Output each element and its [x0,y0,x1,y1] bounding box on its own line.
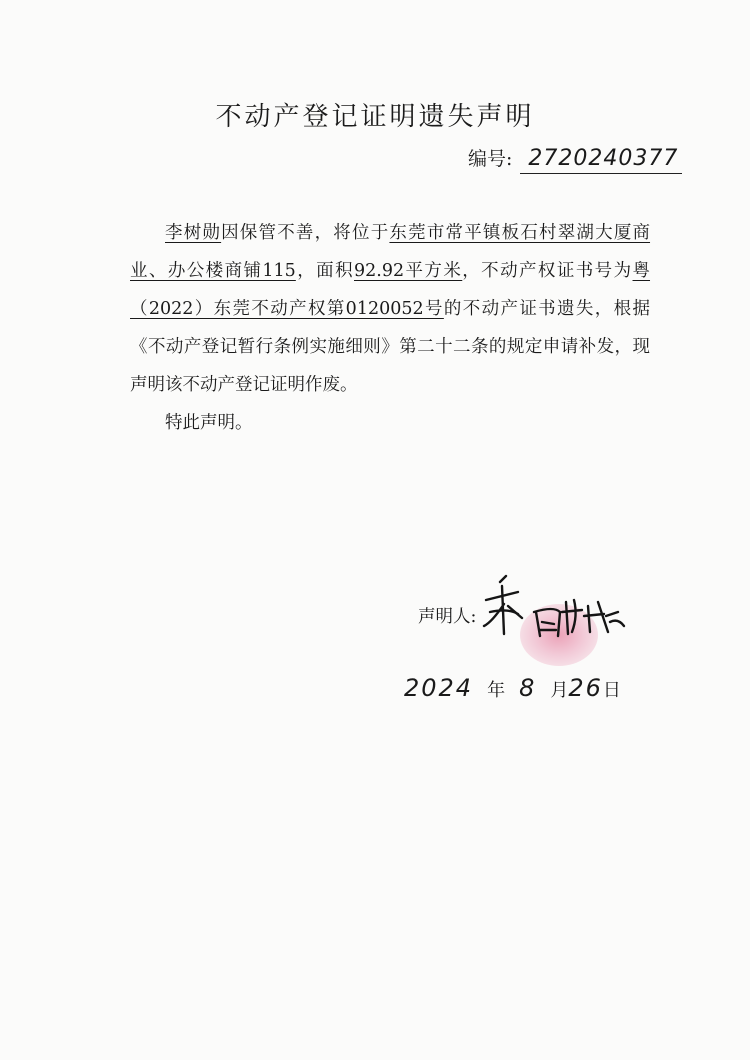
handwritten-signature [478,572,638,652]
declarant-row [418,603,476,628]
document-number [468,144,682,174]
owner-name: 李树勋 [165,223,222,243]
date-year-unit: 年 [487,680,506,701]
closing-line: 特此声明。 [165,413,253,433]
declarant-label: 声明人: [418,607,477,627]
date-month-unit: 月 [550,680,569,701]
property-area: 92.92平方米 [354,261,463,281]
signing-date [404,674,621,702]
statement-body [130,214,650,442]
date-year: 2024 [404,674,474,702]
date-month: 8 [519,674,537,702]
property-location: 东莞市常平镇板石村翠湖大厦商业、办公楼商铺115 [130,223,651,281]
document-number-value: 2720240377 [520,146,682,174]
statement-text: ，面积 [295,261,354,281]
date-day-unit: 日 [602,680,621,701]
statement-text: 因保管不善，将位于 [221,223,390,243]
certificate-number: 粤（2022）东莞不动产权第0120052号 [130,261,651,319]
statement-paragraph [130,214,650,404]
statement-text: 的不动产证书遗失，根据《不动产登记暂行条例实施细则》第二十二条的规定申请补发，现声明该不动产登记证明作废。 [130,299,651,395]
statement-text: ，不动产权证书号为 [462,261,633,281]
document-number-label: 编号: [468,148,513,170]
document-title: 不动产登记证明遗失声明 [215,102,535,132]
date-day: 26 [568,674,603,702]
